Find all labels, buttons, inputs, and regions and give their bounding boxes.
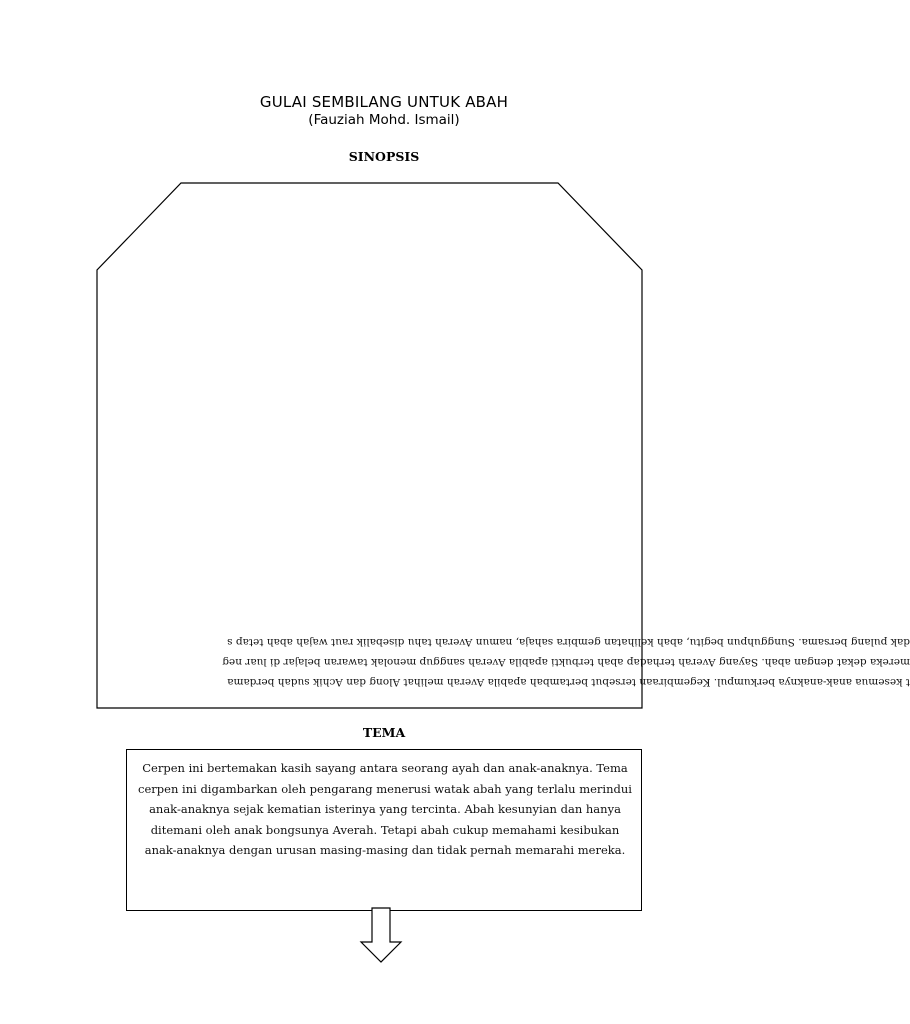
tema-heading: TEMA (362, 725, 406, 740)
sinopsis-line: mereka dekat dengan abah. Sayang Averah terhadap abah terbukti apabila Averah sanggup menolak tawaran belajar di luar neg (222, 656, 910, 668)
document-author: (Fauziah Mohd. Ismail) (308, 112, 460, 128)
tema-text: Cerpen ini bertemakan kasih sayang antara seorang ayah dan anak-anaknya. Tema cerpen ini digambarkan oleh pengarang menerusi watak abah yang terlalu merindui anak-anaknya sejak kematian isterinya yang tercinta. Abah kesunyian dan hanya ditemani oleh anak bongsunya Averah. Tetapi abah cukup memahami kesibukan anak-anaknya dengan urusan masing-masing dan tidak pernah memarahi mereka. (138, 761, 632, 857)
sinopsis-line: dak pulang bersama. Sungguhpun begitu, abah kelihatan gembira sahaja, namun Averah tahu disebalik raut wajah abah tetap s (227, 636, 910, 648)
sinopsis-mirrored-text (0, 632, 910, 692)
document-title: GULAI SEMBILANG UNTUK ABAH (259, 93, 509, 111)
sinopsis-text-area (0, 632, 910, 702)
sinopsis-heading: SINOPSIS (348, 149, 420, 164)
sinopsis-line: t kesemua anak-anaknya berkumpul. Kegembiraan tersebut bertambah apabila Averah melihat Along dan Achik sudah berdama (227, 676, 910, 688)
tema-box (126, 749, 642, 911)
